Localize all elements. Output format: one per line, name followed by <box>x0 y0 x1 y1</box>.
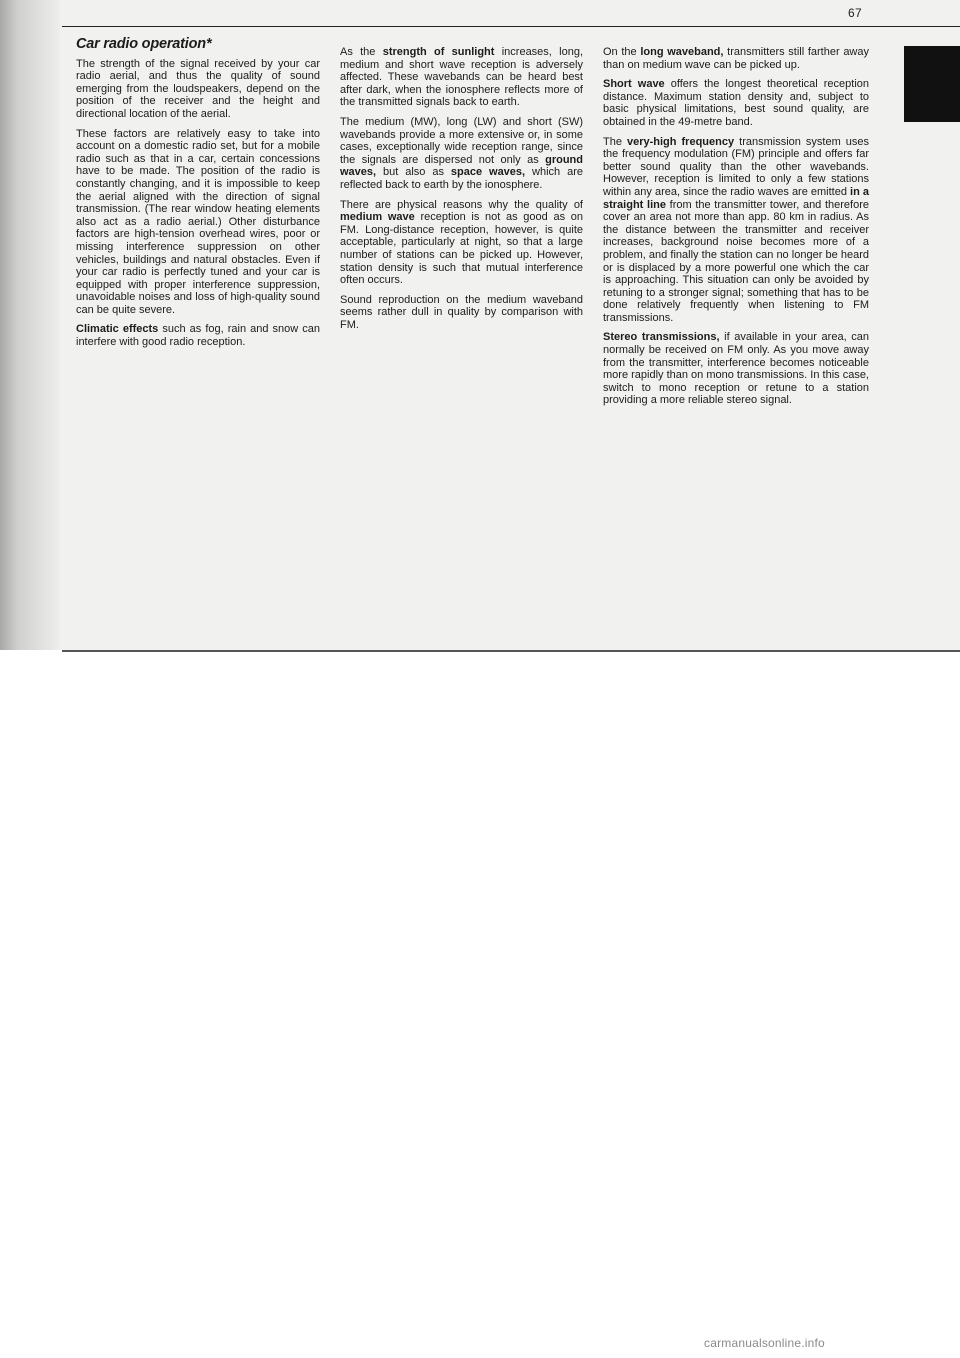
footer-watermark: carmanualsonline.info <box>704 1336 825 1350</box>
paragraph: The strength of the signal received by your car radio aerial, and thus the quality of sound emerging from the loudspeakers, depend on the position of the receiver and the height and directional location of the aerial. <box>76 57 320 120</box>
paragraph: Sound reproduction on the medium waveband seems rather dull in quality by comparison with FM. <box>340 293 583 331</box>
bold-term: Short wave <box>603 78 665 91</box>
header-rule <box>62 26 960 27</box>
bold-term: Climatic effects <box>76 323 159 336</box>
binding-shadow <box>0 0 60 650</box>
section-thumb-tab <box>904 46 960 122</box>
bold-term: Stereo transmissions, <box>603 331 720 344</box>
bold-term: very-high frequency <box>626 135 735 148</box>
paragraph: The very-high frequency transmission system uses the frequency modulation (FM) principle and offers far better sound quality than the other wavebands. However, reception is limited to only a few stations within any area, since the radio waves are emitted in a straight line from the transmitter tower, and therefore cover an area not more than app. 80 km in radius. As the distance between the transmitter and receiver increases, background noise becomes more of a problem, and finally the station can no longer be heard or is displaced by a more powerful one which the car is approaching. This situation can only be avoided by retuning to a stronger signal; something that has to be done relatively frequently when listening to FM transmissions. <box>603 135 870 324</box>
bold-term: ground waves, <box>340 153 583 179</box>
text-column-3 <box>603 46 869 414</box>
text-column-2 <box>340 46 583 338</box>
bold-term: strength of sunlight <box>382 46 495 58</box>
bold-term: long waveband, <box>640 46 724 58</box>
page-number: 67 <box>848 6 862 20</box>
paragraph: On the long waveband, transmitters still farther away than on medium wave can be picked up. <box>603 46 869 71</box>
paragraph: Stereo transmissions, if available in your area, can normally be received on FM only. As you move away from the transmitter, interference becomes noticeable more rapidly than on mono transmissions. In this case, switch to mono reception or retune to a station providing a more reliable stereo signal. <box>603 331 869 407</box>
bold-term: space waves, <box>450 166 526 179</box>
bold-term: in a straight line <box>603 185 869 211</box>
paragraph: These factors are relatively easy to take into account on a domestic radio set, but for a mobile radio such as that in a car, certain concessions have to be made. The position of the radio is constantly changing, and it is impossible to keep the aerial aligned with the direction of signal transmission. (The rear window heating elements also act as a radio aerial.) Other disturbance factors are high-tension overhead wires, poor or missing interference suppression on other vehicles, buildings and natural obstacles. Even if your car radio is perfectly tuned and your car is equipped with proper interference suppression, unavoidable noises and loss of high-quality sound can be quite severe. <box>76 127 320 316</box>
text-column-1 <box>76 38 320 356</box>
footer-rule <box>62 650 960 652</box>
paragraph: There are physical reasons why the quality of medium wave reception is not as good as on FM. Long-distance reception, however, is quite acceptable, particularly at night, so that a large number of stations can be picked up. However, station density is such that mutual interference often occurs. <box>340 198 584 287</box>
paragraph: Climatic effects such as fog, rain and snow can interfere with good radio reception. <box>76 323 320 349</box>
paragraph: The medium (MW), long (LW) and short (SW) wavebands provide a more extensive or, in some cases, exceptionally wide reception range, since the signals are dispersed not only as ground waves, but also as space waves, which are reflected back to earth by the ionosphere. <box>340 115 583 191</box>
paragraph: Short wave offers the longest theoretical reception distance. Maximum station density and, subject to basic physical limitations, best sound quality, are obtained in the 49-metre band. <box>603 78 870 128</box>
paragraph: As the strength of sunlight increases, long, medium and short wave reception is adversely affected. These wavebands can be heard best after dark, when the ionosphere reflects more of the transmitted signals back to earth. <box>340 46 583 109</box>
section-heading: Car radio operation* <box>76 36 212 52</box>
bold-term: medium wave <box>340 211 415 224</box>
